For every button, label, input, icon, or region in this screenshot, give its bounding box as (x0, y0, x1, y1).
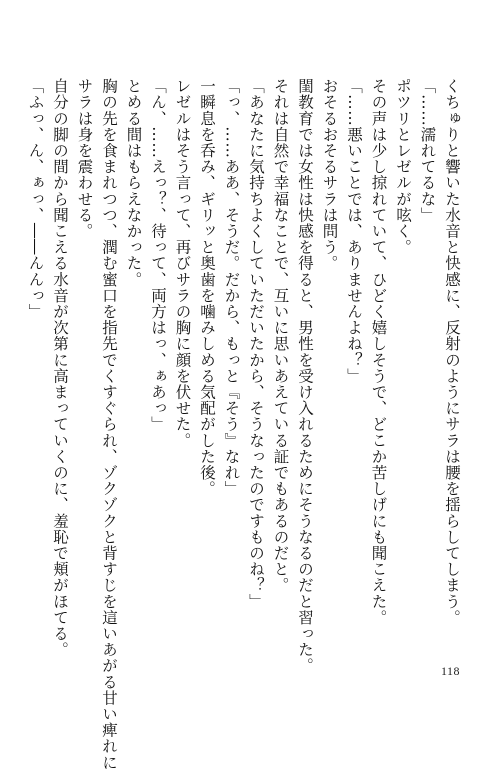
text-line: 自分の脚の間から聞こえる水音が次第に高まっていくのに、羞恥で頬がほてる。 (51, 78, 69, 658)
text-line: 「っ、……ああ、そうだ。だから、もっと『そう』なれ」 (222, 78, 241, 497)
text-line: くちゅりと響いた水音と快感に、反射のようにサラは腰を揺らしてしまう。 (443, 78, 461, 626)
text-line: レゼルはそう言って、再びサラの胸に顔を伏せた。 (173, 78, 192, 449)
text-line: 「あなたに気持ちよくしていただいたから、そうなったのですものね？」 (247, 78, 265, 610)
text-line: その声は少し掠れていて、ひどく嬉しそうで、どこか苦しげにも聞こえた。 (369, 78, 388, 626)
text-line: 「ふっ、ん、ぁっ、――んんっ」 (26, 78, 45, 320)
page-number: 118 (440, 664, 460, 678)
text-line: 「……濡れてるな」 (418, 78, 437, 223)
text-line: おそるおそるサラは問う。 (320, 78, 339, 272)
text-line: それは自然で幸福なことで、互いに思いあえている証でもあるのだと。 (271, 78, 290, 594)
text-line: サラは身を震わせる。 (75, 78, 94, 239)
text-line: 「ん、……えっ？、待って、両方はっ、ぁあっ」 (149, 78, 167, 433)
text-line: 一瞬息を呑み、ギリッと奥歯を噛みしめる気配がした後。 (198, 78, 216, 497)
text-line: ポツリとレゼルが呟く。 (394, 78, 412, 256)
text-line: とめる間はもらえなかった。 (124, 78, 143, 288)
text-line: 閨教育では女性は快感を得ると、男性を受け入れるためにそうなるのだと習った。 (296, 78, 314, 674)
text-line: 胸の先を食まれつつ、潤む蜜口を指先でくすぐられ、ゾクゾクと背すじを這いあがる甘い痺れに (100, 78, 118, 770)
text-line: 「……悪いことでは、ありませんよね？」 (345, 78, 363, 384)
